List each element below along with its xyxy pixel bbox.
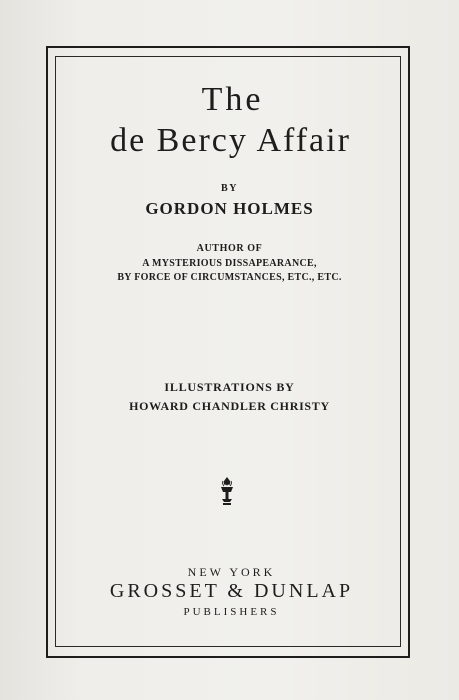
illustrations-by-label: ILLUSTRATIONS BY xyxy=(164,380,295,394)
other-work-title: A MYSTERIOUS DISSAPEARANCE, xyxy=(142,258,317,269)
other-work-title: BY FORCE OF CIRCUMSTANCES, ETC., ETC. xyxy=(117,272,342,283)
illustrator-name: HOWARD CHANDLER CHRISTY xyxy=(129,399,330,413)
author-name: GORDON HOLMES xyxy=(145,199,314,218)
author-of-label: AUTHOR OF xyxy=(196,243,263,254)
publisher-name: GROSSET & DUNLAP xyxy=(109,580,354,602)
publisher-city: NEW YORK xyxy=(187,565,276,579)
by-label: BY xyxy=(221,183,238,194)
book-title-line-1: The xyxy=(201,81,264,118)
torch-ornament-icon xyxy=(217,475,237,509)
publishers-label: PUBLISHERS xyxy=(183,606,280,618)
book-title-line-2: de Bercy Affair xyxy=(110,122,351,159)
